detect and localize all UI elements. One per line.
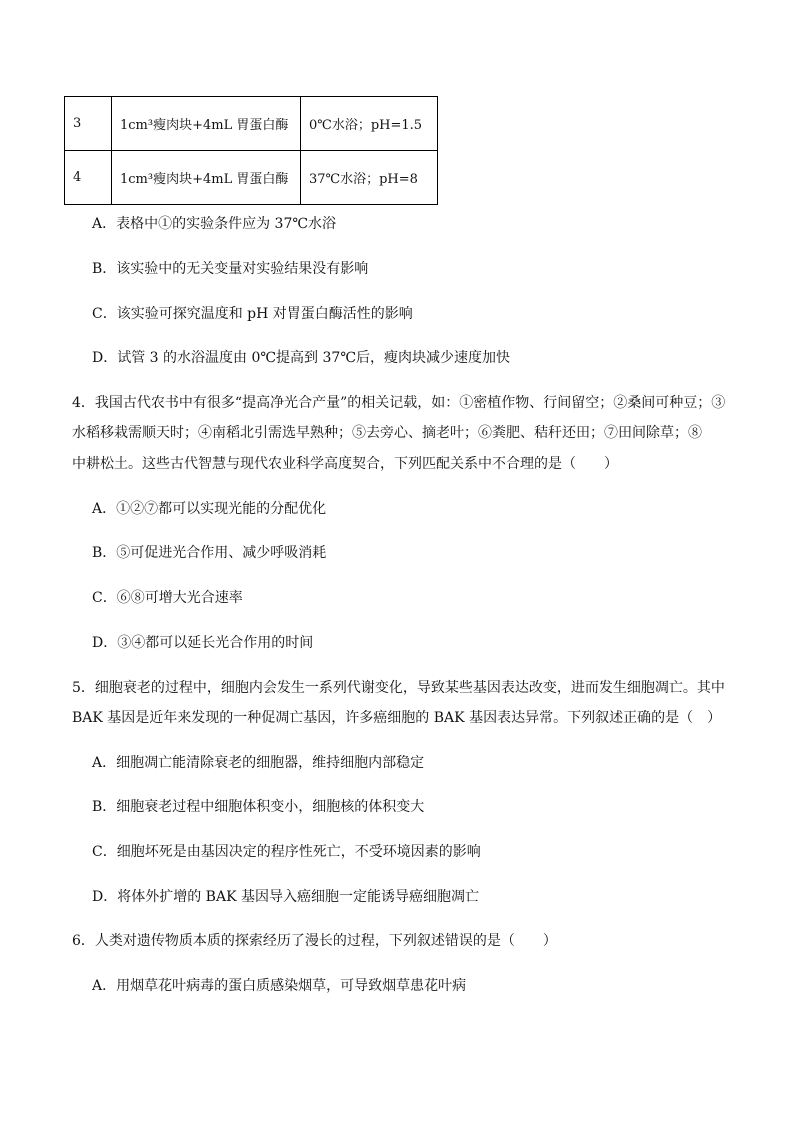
q5-option-a: A．细胞凋亡能清除衰老的细胞器，维持细胞内部稳定 [92,755,425,771]
table-cell-material: 1cm³瘦肉块+4mL 胃蛋白酶 [112,151,301,205]
q5-option-b: B．细胞衰老过程中细胞体积变小，细胞核的体积变大 [92,799,425,815]
table-cell-material: 1cm³瘦肉块+4mL 胃蛋白酶 [112,97,301,151]
q4-option-d: D．③④都可以延长光合作用的时间 [92,635,314,651]
q5-option-d: D．将体外扩增的 BAK 基因导入癌细胞一定能诱导癌细胞凋亡 [92,889,479,905]
table-cell-no: 4 [65,151,112,205]
q3-option-c: C．该实验可探究温度和 pH 对胃蛋白酶活性的影响 [92,306,413,322]
table-cell-condition: 37℃水浴；pH=8 [301,151,438,205]
experiment-table [64,96,438,205]
q3-option-a: A．表格中①的实验条件应为 37℃水浴 [92,216,337,232]
q4-option-a: A．①②⑦都可以实现光能的分配优化 [92,501,327,517]
q6-stem-line-1: 6．人类对遗传物质本质的探索经历了漫长的过程，下列叙述错误的是（ ） [72,933,557,949]
table-cell-condition: 0℃水浴；pH=1.5 [301,97,438,151]
q4-option-c: C．⑥⑧可增大光合速率 [92,590,243,606]
q4-option-b: B．⑤可促进光合作用、减少呼吸消耗 [92,545,327,561]
q4-stem-line-1: 4．我国古代农书中有很多“提高净光合产量”的相关记载，如：①密植作物、行间留空；②桑间可种豆；③ [72,395,726,411]
q5-stem-line-2: BAK 基因是近年来发现的一种促凋亡基因，许多癌细胞的 BAK 基因表达异常。下列叙述正确的是（ ） [72,710,722,726]
q6-option-a: A．用烟草花叶病毒的蛋白质感染烟草，可导致烟草患花叶病 [92,978,467,994]
q4-stem-line-2: 水稻移栽需顺天时；④南稻北引需选早熟种；⑤去旁心、摘老叶；⑥粪肥、秸秆还田；⑦田间除草；⑧ [72,425,702,441]
q4-stem-line-3: 中耕松土。这些古代智慧与现代农业科学高度契合，下列匹配关系中不合理的是（ ） [72,456,618,472]
table-cell-no: 3 [65,97,112,151]
q5-stem-line-1: 5．细胞衰老的过程中，细胞内会发生一系列代谢变化，导致某些基因表达改变，进而发生细胞凋亡。其中 [72,680,725,696]
q3-option-d: D．试管 3 的水浴温度由 0℃提高到 37℃后，瘦肉块减少速度加快 [92,350,510,366]
table-row [65,97,438,151]
q5-option-c: C．细胞坏死是由基因决定的程序性死亡，不受环境因素的影响 [92,844,481,860]
q3-option-b: B．该实验中的无关变量对实验结果没有影响 [92,261,369,277]
table-row [65,151,438,205]
